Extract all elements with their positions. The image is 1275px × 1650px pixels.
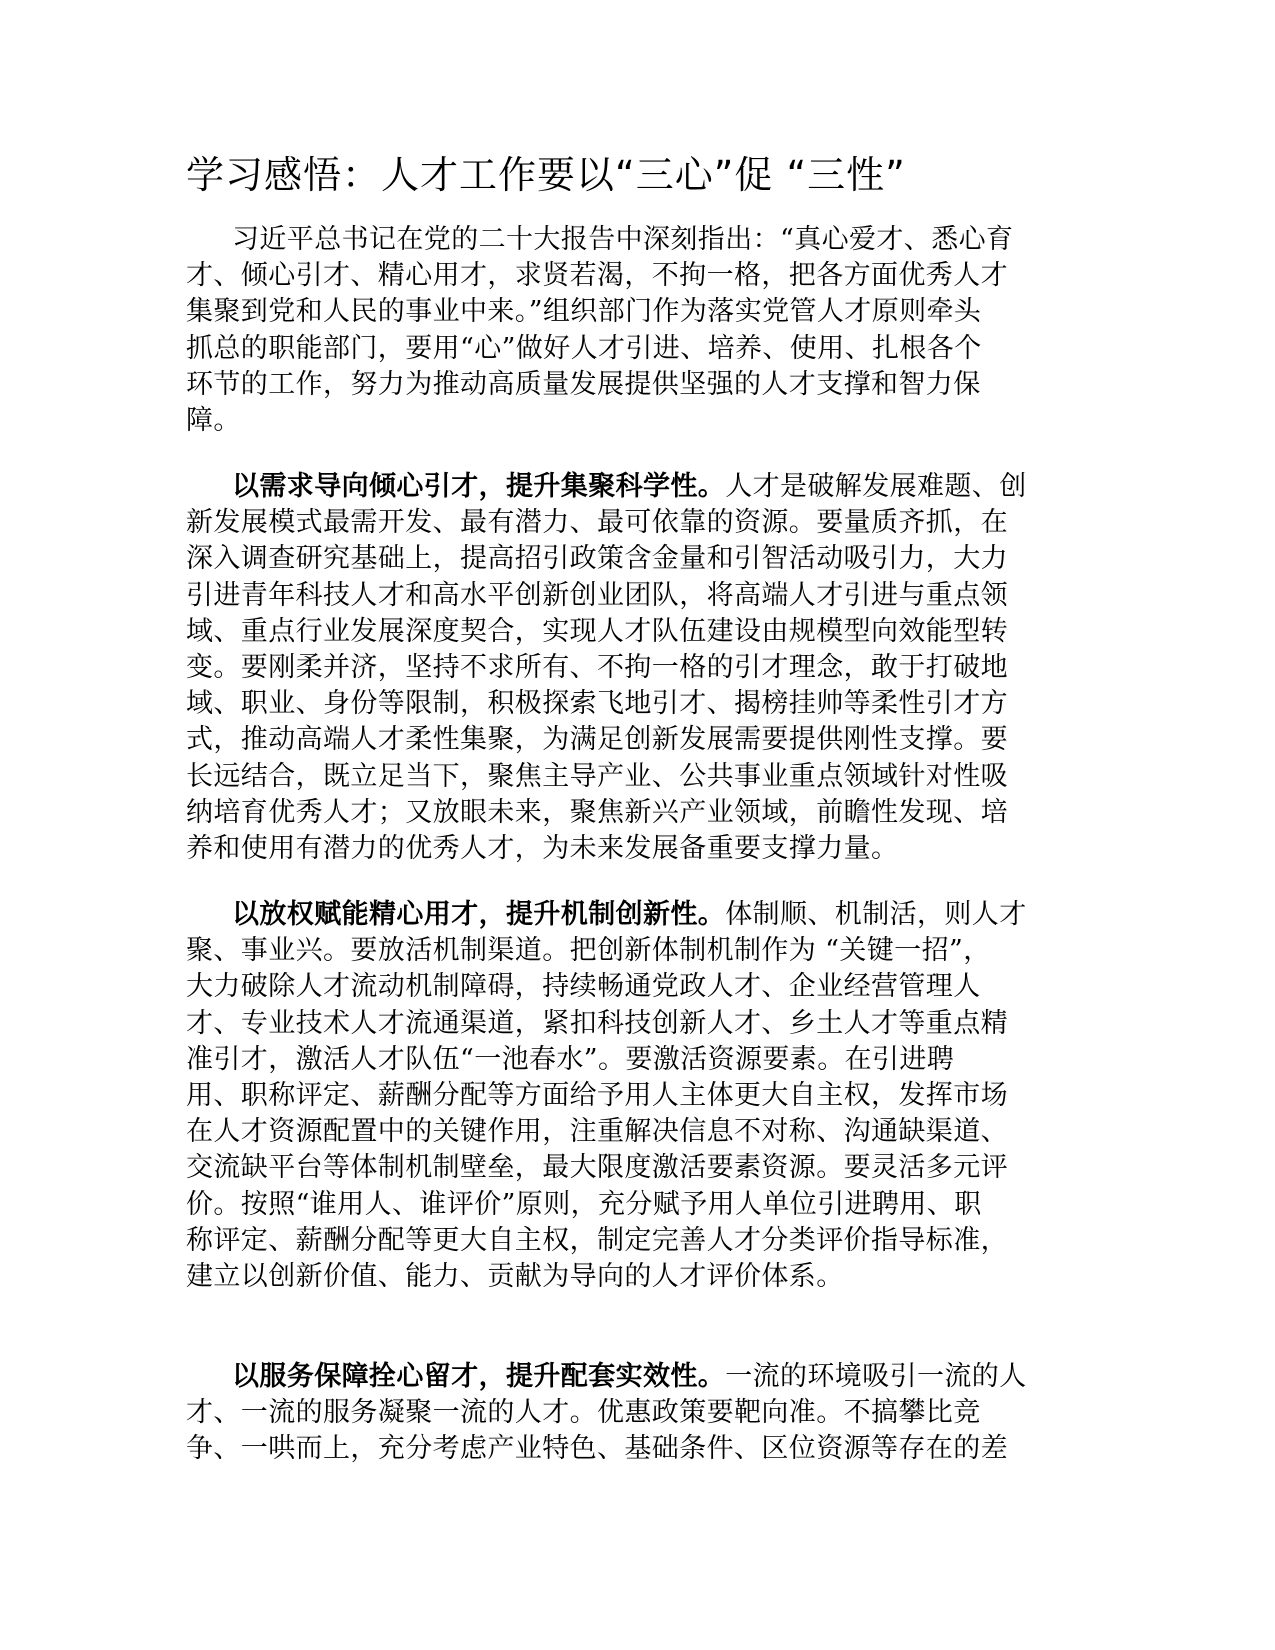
- paragraph-line: 交流缺平台等体制机制壁垒，最大限度激活要素资源。要灵活多元评: [186, 1152, 1008, 1184]
- paragraph-line: 在人才资源配置中的关键作用，注重解决信息不对称、沟通缺渠道、: [186, 1116, 1008, 1148]
- paragraph-line: 准引才，激活人才队伍“一池春水”。要激活资源要素。在引进聘: [186, 1043, 955, 1075]
- paragraph-line: 引进青年科技人才和高水平创新创业团队，将高端人才引进与重点领: [186, 579, 1008, 611]
- paragraph-recruit-talent: [186, 469, 1086, 867]
- paragraph-line-text: 一流的环境吸引一流的人: [725, 1361, 1027, 1392]
- paragraph-lead-heading: 以放权赋能精心用才，提升机制创新性。: [232, 899, 726, 930]
- paragraph-line: 价。按照“谁用人、谁评价”原则，充分赋予用人单位引进聘用、职: [186, 1188, 982, 1220]
- paragraph-first-line: [186, 469, 1086, 505]
- paragraph-line: 才、倾心引才、精心用才，求贤若渴，不拘一格，把各方面优秀人才: [186, 260, 1008, 292]
- paragraph-line: 变。要刚柔并济，坚持不求所有、不拘一格的引才理念，敢于打破地: [186, 651, 1008, 683]
- paragraph-intro: [186, 222, 1086, 439]
- paragraph-line: 纳培育优秀人才；又放眼未来，聚焦新兴产业领域，前瞻性发现、培: [186, 796, 1008, 828]
- paragraph-first-line: [186, 1359, 1086, 1395]
- paragraph-line: 习近平总书记在党的二十大报告中深刻指出：“真心爱才、悉心育: [232, 224, 1014, 255]
- paragraph-line-text: 体制顺、机制活，则人才: [725, 899, 1027, 930]
- paragraph-line: 深入调查研究基础上，提高招引政策含金量和引智活动吸引力，大力: [186, 543, 1008, 575]
- paragraph-lead-heading: 以需求导向倾心引才，提升集聚科学性。: [232, 471, 726, 502]
- paragraph-line: 争、一哄而上，充分考虑产业特色、基础条件、区位资源等存在的差: [186, 1433, 1008, 1465]
- paragraph-line: 式，推动高端人才柔性集聚，为满足创新发展需要提供刚性支撑。要: [186, 724, 1008, 756]
- paragraph-line: 集聚到党和人民的事业中来。”组织部门作为落实党管人才原则牵头: [186, 296, 982, 328]
- paragraph-line: 聚、事业兴。要放活机制渠道。把创新体制机制作为 “关键一招”，: [186, 935, 991, 967]
- paragraph-lead-heading: 以服务保障拴心留才，提升配套实效性。: [232, 1361, 726, 1392]
- paragraph-line: 域、重点行业发展深度契合，实现人才队伍建设由规模型向效能型转: [186, 615, 1008, 647]
- paragraph-use-talent: [186, 897, 1086, 1295]
- paragraph-line: 称评定、薪酬分配等更大自主权，制定完善人才分类评价指导标准，: [186, 1224, 1008, 1256]
- paragraph-line: 才、专业技术人才流通渠道，紧扣科技创新人才、乡土人才等重点精: [186, 1007, 1008, 1039]
- paragraph-line: 新发展模式最需开发、最有潜力、最可依靠的资源。要量质齐抓，在: [186, 507, 1008, 539]
- paragraph-line: 才、一流的服务凝聚一流的人才。优惠政策要靶向准。不搞攀比竞: [186, 1397, 981, 1429]
- paragraph-line: 长远结合，既立足当下，聚焦主导产业、公共事业重点领域针对性吸: [186, 760, 1008, 792]
- paragraph-retain-talent: [186, 1359, 1086, 1468]
- paragraph-first-line: [186, 897, 1086, 933]
- paragraph-line: 养和使用有潜力的优秀人才，为未来发展备重要支撑力量。: [186, 832, 899, 864]
- paragraph-line: 环节的工作，努力为推动高质量发展提供坚强的人才支撑和智力保: [186, 368, 981, 400]
- paragraph-line: 建立以创新价值、能力、贡献为导向的人才评价体系。: [186, 1260, 844, 1292]
- paragraph-line-text: 人才是破解发展难题、创: [725, 471, 1027, 502]
- paragraph-line: 用、职称评定、薪酬分配等方面给予用人主体更大自主权，发挥市场: [186, 1079, 1008, 1111]
- document-title: 学习感悟：人才工作要以“三心”促 “三性”: [186, 153, 906, 197]
- paragraph-line: 域、职业、身份等限制，积极探索飞地引才、揭榜挂帅等柔性引才方: [186, 688, 1008, 720]
- paragraph-line: 抓总的职能部门，要用“心”做好人才引进、培养、使用、扎根各个: [186, 332, 982, 364]
- paragraph-line: 大力破除人才流动机制障碍，持续畅通党政人才、企业经营管理人: [186, 971, 981, 1003]
- paragraph-line: 障。: [186, 404, 241, 436]
